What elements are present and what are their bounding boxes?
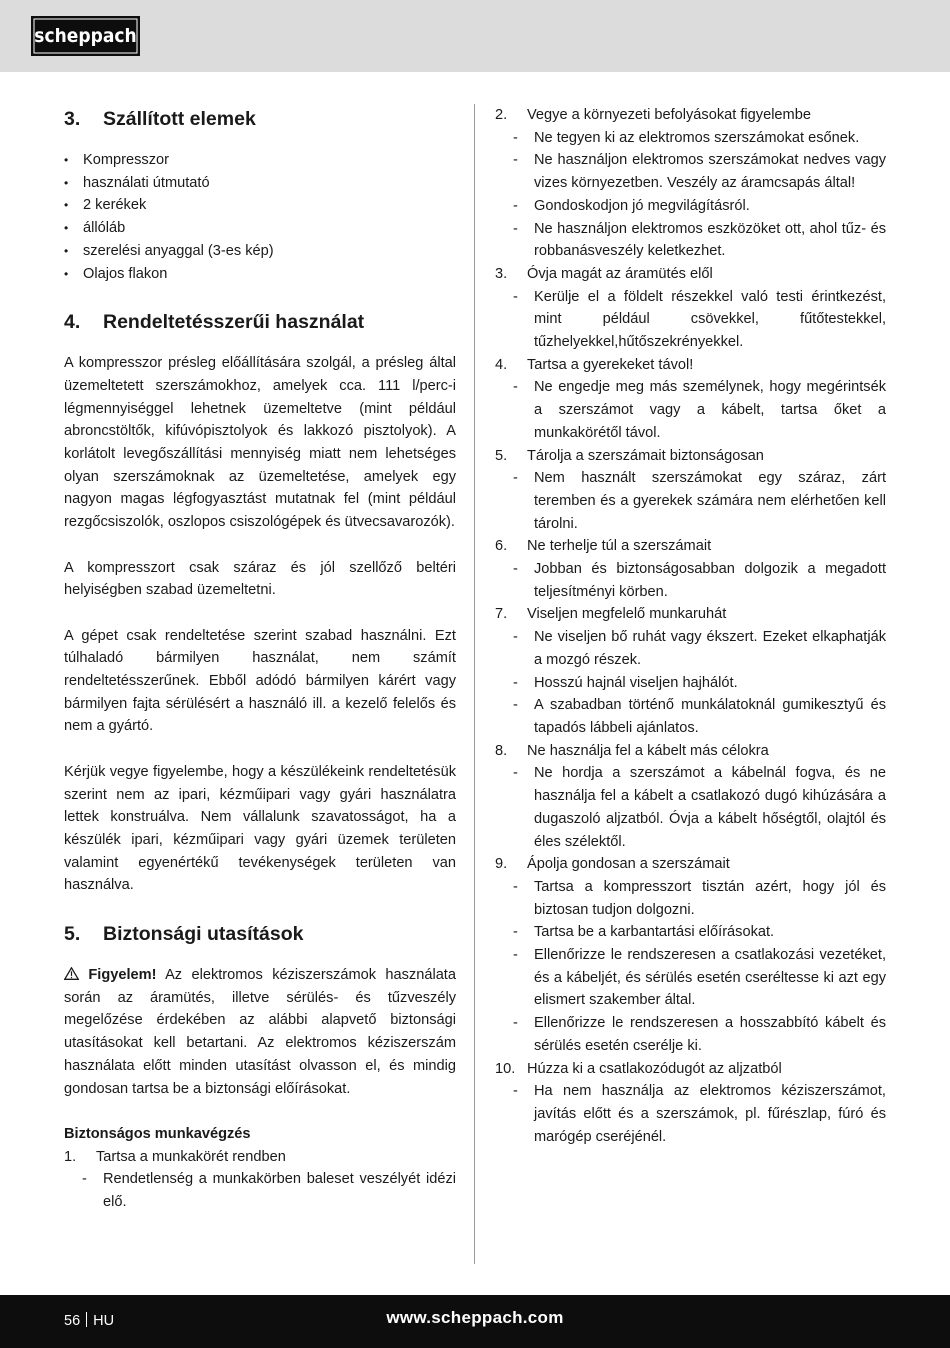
list-item: • állóláb	[64, 217, 456, 240]
dash-item: - Hosszú hajnál viseljen hajhálót.	[513, 674, 738, 691]
dash-item: - Ellenőrizze le rendszeresen a csatlakozási vezetéket, és a kábeljét, és sérülés esetén cseréltesse ki azt egy elismert szakember által.	[513, 947, 886, 1009]
numbered-item: 4. Tartsa a gyerekeket távol!	[495, 356, 694, 373]
dash-item: - Tartsa a kompresszort tisztán azért, hogy jól és biztosan tudjon dolgozni.	[513, 878, 886, 918]
numbered-item: 7. Viseljen megfelelő munkaruhát	[495, 606, 727, 623]
numbered-item: 2. Vegye a környezeti befolyásokat figyelembe	[495, 107, 811, 123]
list-item: • szerelési anyaggal (3-es kép)	[64, 240, 456, 263]
numbered-item: 10. Húzza ki a csatlakozódugót az aljzatból	[495, 1060, 782, 1077]
dash-item: - Rendetlenség a munkakörben baleset veszélyét idézi elő.	[82, 1171, 456, 1211]
section-5	[64, 919, 456, 1214]
dash-item: - Ne hordja a szerszámot a kábelnál fogva, és ne használja fel a kábelt a csatlakozó dugó kihúzására a dugaszoló aljzatból. Óvja a kábelt hőségtől, olajtól és éles szélektől.	[513, 765, 886, 850]
right-column	[495, 104, 886, 1148]
dash-item: - Ne használjon elektromos szerszámokat nedves vagy vizes környezetben. Veszély az áramcsapás által!	[513, 152, 886, 192]
delivered-items-list	[64, 149, 456, 285]
section-3	[64, 104, 456, 285]
dash-item: - A szabadban történő munkálatoknál gumikesztyű és tapadós lábbeli ajánlatos.	[513, 697, 886, 736]
dash-item: - Ne tegyen ki az elektromos szerszámokat esőnek.	[513, 129, 860, 146]
numbered-item: 8. Ne használja fel a kábelt más célokra	[495, 742, 769, 759]
warning-text: Az elektromos kéziszerszámok használata során az áramütés, illetve sérülés- és tűzveszély megelőzése érdekében az alábbi alapvető biztonsági utasításokat kell betartani. Az elektromos kéziszerszám használata előtt minden utasítást olvasson el, és mindig gondosan tartsa be a biztonsági előírásokat.	[64, 967, 456, 1097]
paragraph: Kérjük vegye figyelembe, hogy a készülékeink rendeltetésük szerint nem az ipari, kézműipari vagy gyári használatra lettek konstruálva. Nem vállalunk szavatosságot, ha a készülék ipari, kézműipari vagy gyári üzemek területen valamint egyenértékű tevékenységek területen van használva.	[64, 763, 456, 894]
column-divider	[474, 104, 475, 1264]
paragraph: A kompresszort csak száraz és jól szellőző beltéri helyiségben szabad üzemeltetni.	[64, 559, 456, 599]
dash-item: - Ne használjon elektromos eszközöket ott, ahol tűz- és robbanásveszély keletkezhet.	[513, 220, 886, 260]
paragraph: A kompresszor présleg előállítására szolgál, a présleg által üzemeltetett szerszámokhoz, amelyek cca. 111 l/perc-i légmennyiséggel lehetnek üzemeltetve (mint például abroncstöltők, kifúvópisztolyok és lakkozó pisztolyok). A korlátolt levegőszállítási mennyiség miatt nem lehetséges olyan szerszámoknak az üzemeltetése, amelyek egy nagyon magas légfogyasztást mutatnak fel (mint például rezgőcsiszolók, oszlopos csiszológépek és ütvecsavarozók).	[64, 355, 456, 531]
dash-item: - Ne engedje meg más személynek, hogy megérintsék a szerszámot vagy a kábelt, tartsa őket a munkakörétől távol.	[513, 379, 886, 441]
dash-item: - Gondoskodjon jó megvilágításról.	[513, 197, 750, 214]
website-link[interactable]: www.scheppach.com	[386, 1308, 564, 1327]
numbered-item: 6. Ne terhelje túl a szerszámait	[495, 538, 712, 555]
list-item: • Olajos flakon	[64, 263, 456, 286]
section-4	[64, 307, 456, 897]
numbered-item: 1. Tartsa a munkakörét rendben	[64, 1148, 286, 1165]
logo-text: scheppach	[34, 25, 137, 47]
warning-label: Figyelem!	[88, 967, 157, 984]
numbered-item: 5. Tárolja a szerszámait biztonságosan	[495, 447, 764, 464]
warning-paragraph	[64, 964, 456, 1100]
dash-item: - Tartsa be a karbantartási előírásokat.	[513, 924, 775, 941]
dash-item: - Ellenőrizze le rendszeresen a hosszabbító kábelt és sérülés esetén cserélje ki.	[513, 1015, 886, 1054]
dash-item: - Ha nem használja az elektromos kéziszerszámot, javítás előtt és a szerszámok, pl. fűrészlap, fúró és marógép cseréjénél.	[513, 1083, 886, 1145]
warning-triangle-icon	[64, 967, 79, 980]
section-4-heading: 4. Rendeltetésszerűi használat	[64, 311, 365, 334]
numbered-item: 3. Óvja magát az áramütés elől	[495, 265, 713, 282]
paragraph: A gépet csak rendeltetése szerint szabad használni. Ezt túlhaladó bármilyen használat, nem számít rendeltetésszerűnek. Ebből adódó bármilyen kárért vagy bármilyen fajta sérülésért a használó ill. a kezelő felelős és nem a gyártó.	[64, 627, 456, 735]
list-item: • Kompresszor	[64, 149, 456, 172]
dash-item: - Ne viseljen bő ruhát vagy ékszert. Ezeket elkaphatják a mozgó részek.	[513, 629, 886, 668]
numbered-item: 9. Ápolja gondosan a szerszámait	[495, 856, 730, 873]
dash-item: - Kerülje el a földelt részekkel való testi érintkezést, mint például csövekkel, fűtőtestekkel, tűzhelyekkel,hűtőszekrényekkel.	[513, 288, 886, 351]
section-5-heading: 5. Biztonsági utasítások	[64, 923, 304, 946]
dash-item: - Nem használt szerszámokat egy száraz, zárt teremben és a gyerekek számára nem elérhetően kell tárolni.	[513, 470, 886, 532]
list-item: • használati útmutató	[64, 172, 456, 195]
list-item: • 2 kerékek	[64, 194, 456, 217]
dash-item: - Jobban és biztonságosabban dolgozik a megadott teljesítményi körben.	[513, 561, 886, 600]
left-column	[64, 104, 456, 1236]
scheppach-logo[interactable]	[31, 16, 140, 56]
safe-work-subheading: Biztonságos munkavégzés	[64, 1125, 251, 1142]
header-bar	[0, 0, 950, 72]
footer-bar	[0, 1295, 950, 1348]
section-3-heading: 3. Szállított elemek	[64, 108, 256, 130]
page-number: 56 HU	[64, 1313, 115, 1329]
